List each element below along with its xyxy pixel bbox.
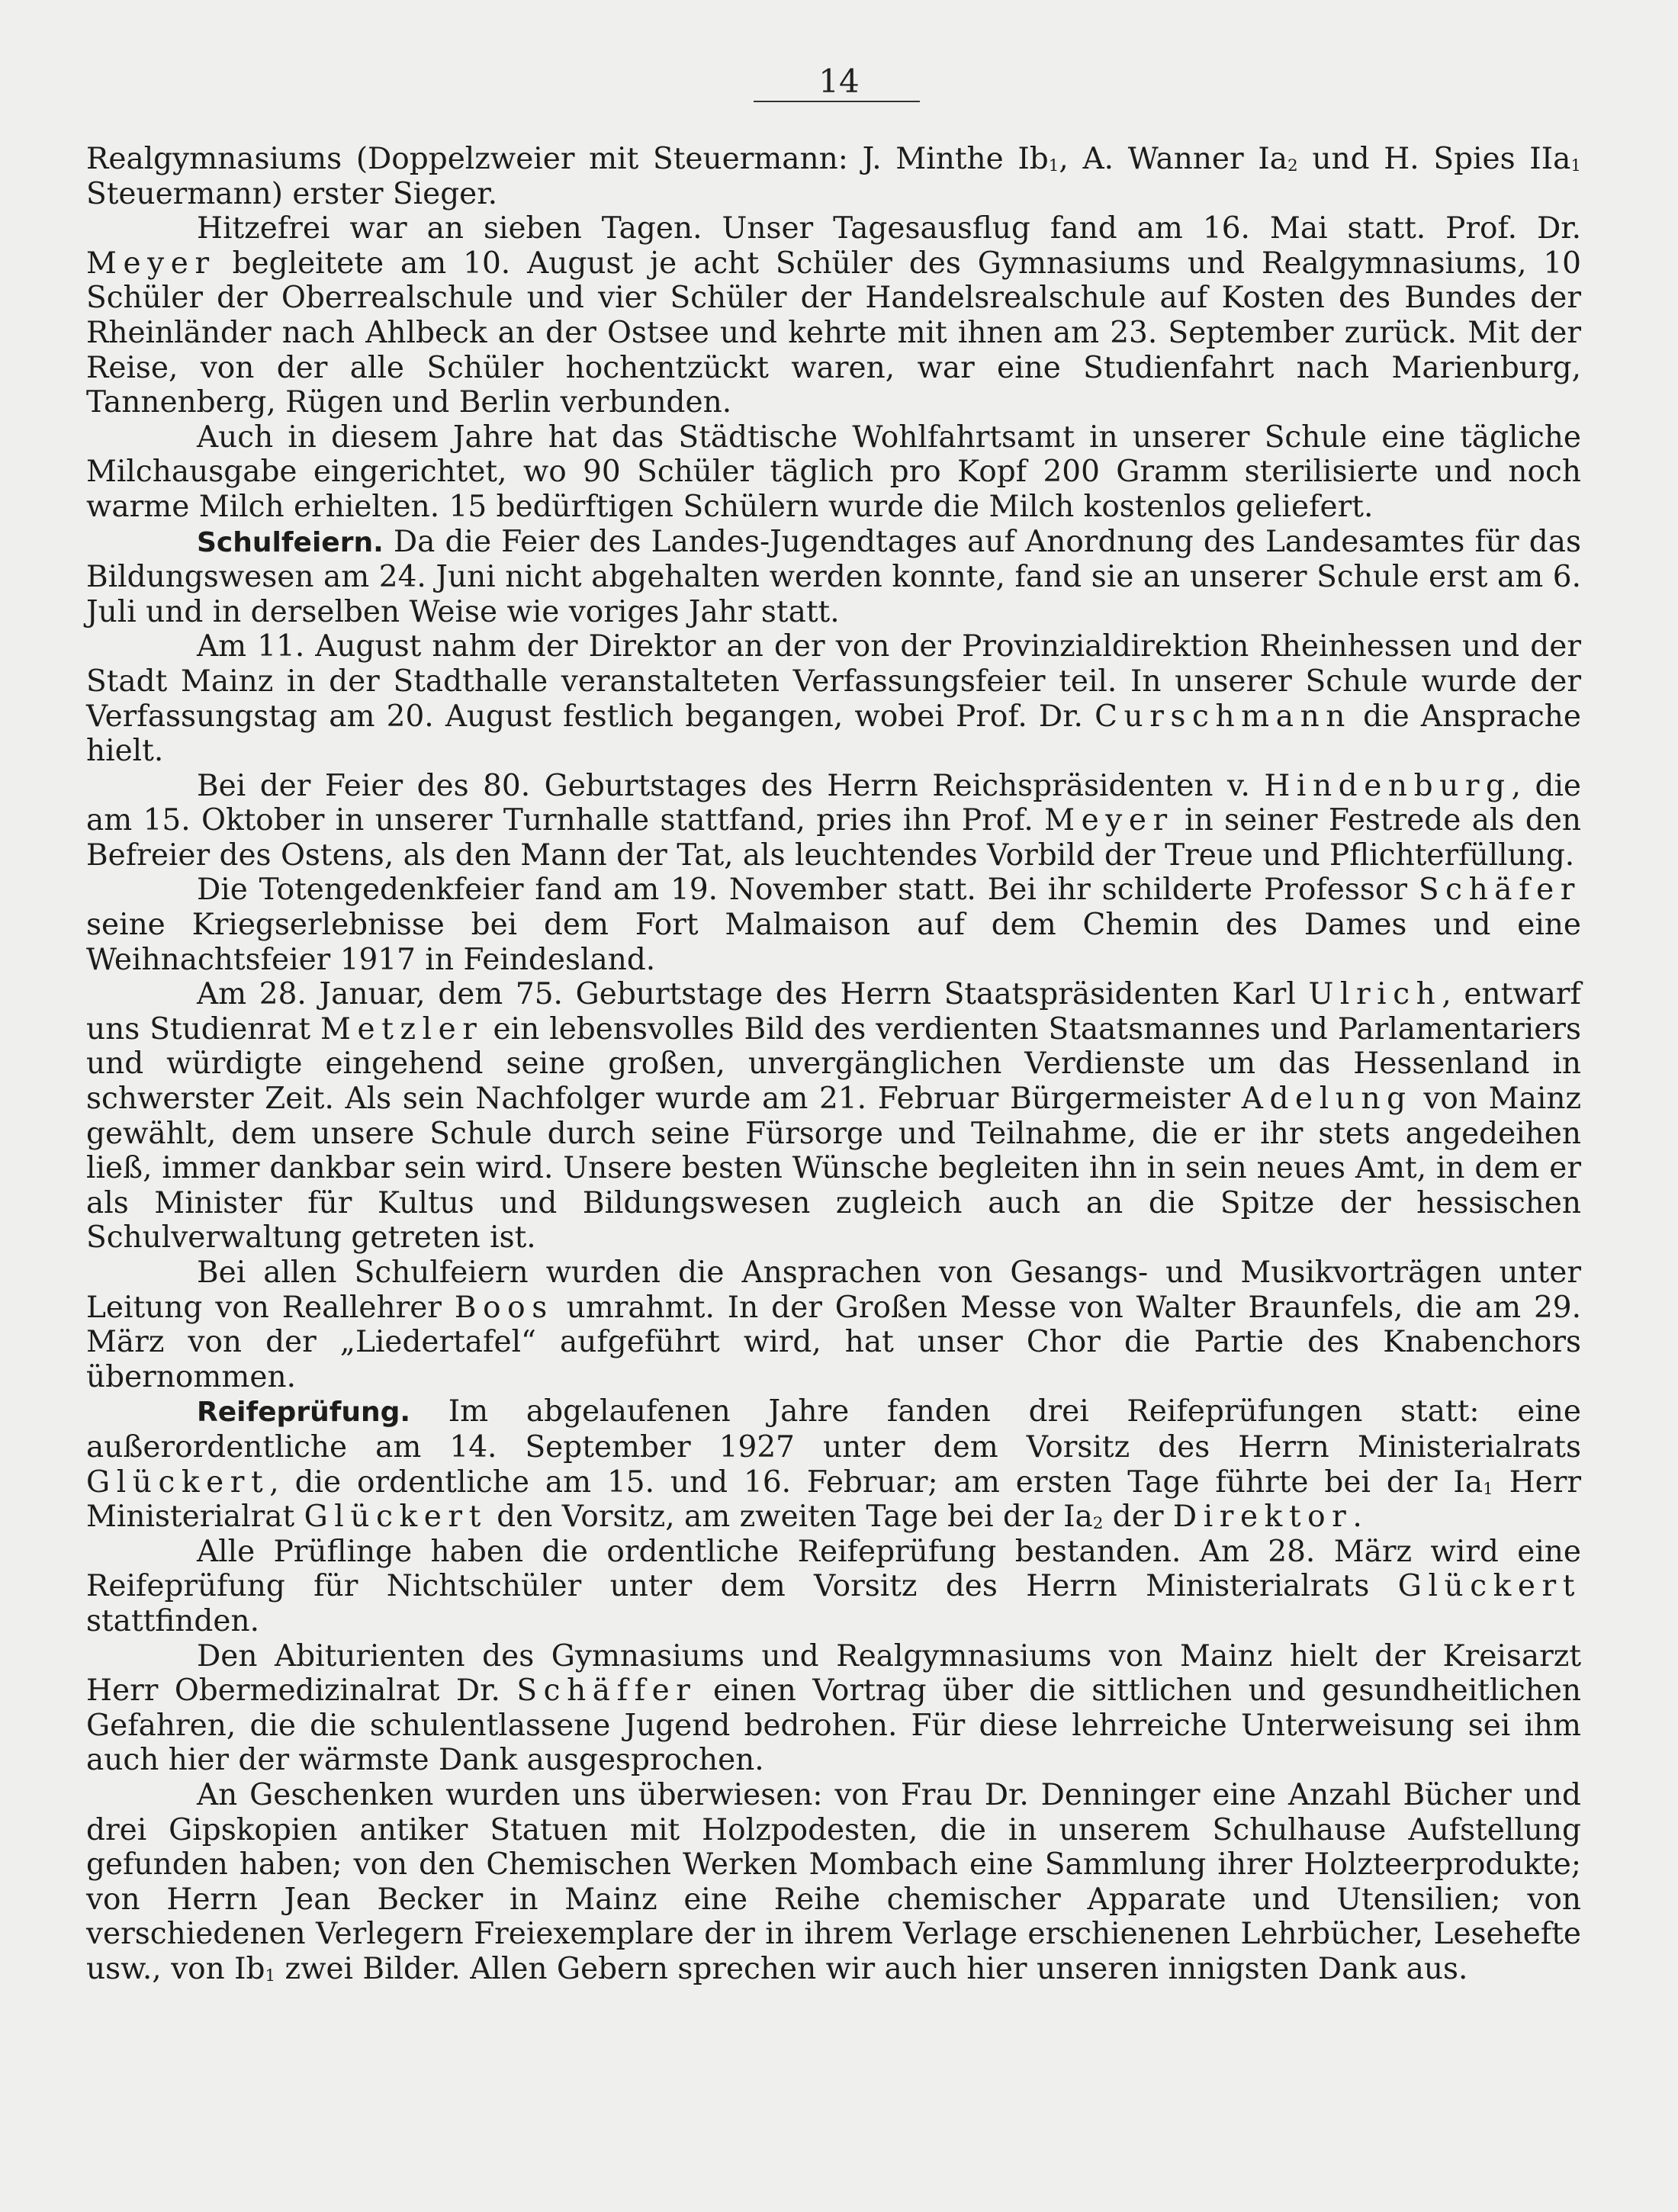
paragraph-gifts: An Geschenken wurden uns überwiesen: von Frau Dr. Denninger eine Anzahl Bücher und drei Gipskopien antiker Statuen mit Holzpodesten, die in unserem Schulhause Aufstellung gefunden haben; von den Chemischen Werken Mombach eine Sammlung ihrer Holzteerprodukte; von Herrn Jean Becker in Mainz eine Reihe chemischer Apparate und Utensilien; von verschiedenen Verlegern Freiexemplare der in ihrem Verlage erschienenen Lehrbücher, Lesehefte usw., von $Ib_1$ zwei Bilder. Allen Gebern sprechen wir auch hier unseren innigsten Dank aus.	[86, 1777, 1581, 1986]
name-direktor: Direktor	[1172, 1500, 1353, 1535]
page-number-rule	[754, 101, 920, 102]
name-schaefer: Schäfer	[1418, 873, 1581, 908]
paragraph-final-exams: Reifeprüfung. Im abgelaufenen Jahre fanden drei Reifeprüfungen statt: eine außerordentliche am 14. September 1927 unter dem Vorsitz des Herrn Ministerialrats Glückert, die ordentliche am 15. und 16. Februar; am ersten Tage führte bei der $Ia_1$ Herr Ministerialrat Glückert den Vorsitz, am zweiten Tage bei der $Ia_2$ der Direktor.	[86, 1394, 1581, 1535]
name-adelung: Adelung	[1241, 1082, 1413, 1117]
name-boos: Boos	[454, 1290, 554, 1325]
section-heading-reifepruefung: Reifeprüfung.	[197, 1397, 411, 1429]
name-glueckert: Glückert	[1397, 1569, 1581, 1604]
name-schaeffer: Schäffer	[516, 1673, 697, 1709]
paragraph-ulrich: Am 28. Januar, dem 75. Geburtstage des Herrn Staatspräsidenten Karl Ulrich, entwarf uns Studienrat Metzler ein lebensvolles Bild des verdienten Staatsmannes und Parlamentariers und würdigte eingehend seine großen, unvergänglichen Verdienste um das Hessenland in schwerster Zeit. Als sein Nachfolger wurde am 21. Februar Bürgermeister Adelung von Mainz gewählt, dem unsere Schule durch seine Fürsorge und Teilnahme, die er ihr stets angedeihen ließ, immer dankbar sein wird. Unsere besten Wünsche begleiten ihn in sein neues Amt, in dem er als Minister für Kultus und Bildungswesen zugleich auch an die Spitze der hessischen Schulverwaltung getreten ist.	[86, 977, 1581, 1256]
paragraph-lecture: Den Abiturienten des Gymnasiums und Realgymnasiums von Mainz hielt der Kreisarzt Herr Obermedizinalrat Dr. Schäffer einen Vortrag über die sittlichen und gesundheitlichen Gefahren, die die schulentlassene Jugend bedrohen. Für diese lehrreiche Unterweisung sei ihm auch hier der wärmste Dank ausgesprochen.	[86, 1638, 1581, 1778]
paragraph-hindenburg: Bei der Feier des 80. Geburtstages des Herrn Reichspräsidenten v. Hindenburg, die am 15. Oktober in unserer Turnhalle stattfand, pries ihn Prof. Meyer in seiner Festrede als den Befreier des Ostens, als den Mann der Tat, als leuchtendes Vorbild der Treue und Pflichterfüllung.	[86, 768, 1581, 873]
paragraph-memorial: Die Totengedenkfeier fand am 19. November statt. Bei ihr schilderte Professor Schäfer seine Kriegserlebnisse bei dem Fort Malmaison auf dem Chemin des Dames und eine Weihnachtsfeier 1917 in Feindesland.	[86, 873, 1581, 977]
name-meyer: Meyer	[1044, 803, 1174, 838]
name-hindenburg: Hindenburg	[1264, 768, 1512, 803]
paragraph-constitution-day: Am 11. August nahm der Direktor an der von der Provinzialdirektion Rheinhessen und der Stadt Mainz in der Stadthalle veranstalteten Verfassungsfeier teil. In unserer Schule wurde der Verfassungstag am 20. August festlich begangen, wobei Prof. Dr. Curschmann die Ansprache hielt.	[86, 629, 1582, 769]
name-ulrich: Ulrich	[1308, 977, 1442, 1012]
name-glueckert: Glückert	[304, 1500, 487, 1535]
paragraph-school-celebrations: Schulfeiern. Da die Feier des Landes-Jugendtages auf Anordnung des Landesamtes für das Bildungswesen am 24. Juni nicht abgehalten werden konnte, fand sie an unserer Schule erst am 6. Juli und in derselben Weise wie voriges Jahr statt.	[86, 524, 1581, 629]
paragraph-music: Bei allen Schulfeiern wurden die Ansprachen von Gesangs- und Musikvorträgen unter Leitung von Reallehrer Boos umrahmt. In der Großen Messe von Walter Braunfels, die am 29. März von der „Liedertafel“ aufgeführt wird, hat unser Chor die Partie des Knabenchors übernommen.	[86, 1256, 1581, 1394]
paragraph-rowing-result: Realgymnasiums (Doppelzweier mit Steuermann: J. Minthe $Ib_1$, A. Wanner $Ia_2$ und H. Spies IIa$_1$ Steuermann) erster Sieger.	[86, 142, 1581, 211]
name-curschmann: Curschmann	[1095, 699, 1352, 734]
section-heading-schulfeiern: Schulfeiern.	[197, 526, 384, 558]
name-metzler: Metzler	[320, 1011, 484, 1047]
name-glueckert: Glückert	[86, 1464, 270, 1500]
name-meyer: Meyer	[86, 246, 216, 281]
paragraph-excursion: Hitzefrei war an sieben Tagen. Unser Tagesausflug fand am 16. Mai statt. Prof. Dr. Meyer begleitete am 10. August je acht Schüler des Gymnasiums und Realgymnasiums, 10 Schüler der Oberrealschule und vier Schüler der Handelsrealschule auf Kosten des Bundes der Rheinländer nach Ahlbeck an der Ostsee und kehrte mit ihnen am 23. September zurück. Mit der Reise, von der alle Schüler hochentzückt waren, war eine Studienfahrt nach Marienburg, Tannenberg, Rügen und Berlin verbunden.	[86, 211, 1581, 420]
paragraph-milk: Auch in diesem Jahre hat das Städtische Wohlfahrtsamt in unserer Schule eine tägliche Milchausgabe eingerichtet, wo 90 Schüler täglich pro Kopf 200 Gramm sterilisierte und noch warme Milch erhielten. 15 bedürftigen Schülern wurde die Milch kostenlos geliefert.	[86, 420, 1581, 524]
paragraph-exam-results: Alle Prüflinge haben die ordentliche Reifeprüfung bestanden. Am 28. März wird eine Reifeprüfung für Nichtschüler unter dem Vorsitz des Herrn Ministerialrats Glückert stattfinden.	[86, 1534, 1581, 1638]
body-text	[86, 142, 1581, 1986]
page-number: 14	[818, 63, 860, 100]
